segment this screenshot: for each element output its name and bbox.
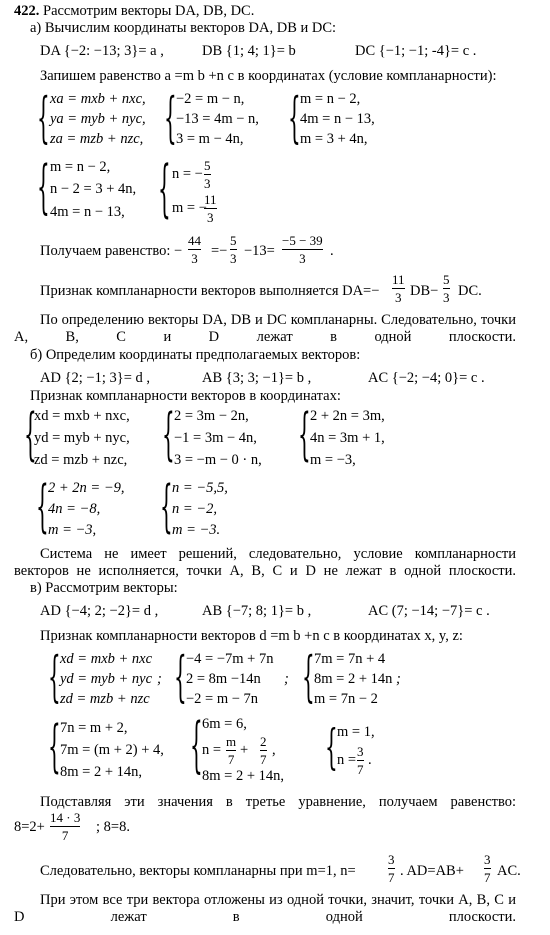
brace: { [174, 643, 187, 709]
brace: { [160, 472, 173, 540]
text: + [240, 742, 249, 758]
result-label: Получаем равенство: − [40, 243, 183, 259]
equation: 4n = 3m + 1, [310, 430, 385, 446]
brace: { [298, 400, 311, 468]
part-a-vector-da: DA {−2: −13; 3}= a , [40, 43, 164, 59]
equation: n = [337, 752, 357, 768]
equation: 7m = 7n + 4 [314, 651, 386, 667]
text: DC. [458, 283, 482, 299]
equation: n = − [172, 166, 203, 182]
fraction: −5 − 39 3 [282, 233, 323, 266]
equation: 2 + 2n = 3m, [310, 408, 385, 424]
brace: { [48, 643, 61, 709]
brace: { [288, 84, 301, 150]
text: 8=2+ [14, 819, 45, 835]
equation: 2 = 3m − 2n, [174, 408, 249, 424]
equation: −13 = 4m − n, [176, 111, 259, 127]
equation: m = n − 2, [50, 159, 111, 175]
equation: n − 2 = 3 + 4n, [50, 181, 137, 197]
equation: 8m = 2 + 14n, [60, 764, 143, 780]
equation: −2 = m − n, [176, 91, 245, 107]
equation: 4n = −8, [48, 501, 101, 517]
equation: m = 3 + 4n, [300, 131, 368, 147]
text: AC. [497, 863, 521, 879]
problem-heading: Рассмотрим векторы DA, DB, DC. [43, 3, 255, 19]
brace: { [190, 708, 203, 780]
fraction: 3 7 [388, 852, 395, 885]
problem-number: 422. [14, 3, 40, 19]
part-a-vector-db: DB {1; 4; 1}= b [202, 43, 296, 59]
equation: yd = myb + nyc [60, 671, 153, 687]
brace: { [164, 84, 177, 150]
equation: m = 7n − 2 [314, 691, 378, 707]
equation: m = 1, [337, 724, 375, 740]
equation: 7n = m + 2, [60, 720, 128, 736]
fraction: 5 3 [443, 272, 450, 305]
part-b-vector-ab: AB {3; 3; −1}= b , [202, 370, 312, 386]
text: . [330, 243, 334, 259]
fraction: 2 7 [260, 734, 267, 767]
equation: xd = mxb + nxc, [34, 408, 130, 424]
equation: 8m = 2 + 14n [314, 671, 393, 687]
fraction: m 7 [226, 734, 237, 767]
brace: { [37, 84, 50, 150]
equation: 3 = m − 4n, [176, 131, 244, 147]
equation: zd = mzb + nzc, [34, 452, 128, 468]
equation: −2 = m − 7n [186, 691, 259, 707]
brace: { [162, 400, 175, 468]
fraction: 3 7 [357, 744, 364, 777]
equation: m = n − 2, [300, 91, 361, 107]
equation: ya = myb + nyc, [50, 111, 146, 127]
part-b-criterion: Признак компланарности векторов в координатах: [30, 388, 341, 404]
brace: { [48, 712, 61, 780]
equation: 2 + 2n = −9, [48, 480, 125, 496]
part-a-equality: Запишем равенство a =m b +n c в координатах (условие компланарности): [40, 68, 497, 84]
part-c-vector-ad: AD {−4; 2; −2}= d , [40, 603, 159, 619]
equation: m = −3, [310, 452, 356, 468]
equation: 6m = 6, [202, 716, 247, 732]
equation: 4m = n − 13, [50, 204, 125, 220]
equation: za = mzb + nzc, [50, 131, 144, 147]
part-a-vector-dc: DC {−1; −1; -4}= c . [355, 43, 477, 59]
separator: ; [157, 671, 162, 687]
fraction: 11 3 [392, 272, 405, 305]
equation: n = −5,5, [172, 480, 228, 496]
brace: { [158, 150, 171, 226]
equation: n = [202, 742, 222, 758]
final-statement: Следовательно, векторы компланарны при m=1, n= [40, 863, 356, 879]
equation: yd = myb + nyc, [34, 430, 130, 446]
text: =− [211, 243, 228, 259]
brace: { [24, 400, 37, 468]
part-b-vector-ad: AD {2; −1; 3}= d , [40, 370, 151, 386]
fraction: 44 3 [188, 233, 201, 266]
part-b-vector-ac: AC {−2; −4; 0}= c . [368, 370, 485, 386]
text: ; 8=8. [96, 819, 130, 835]
brace: { [325, 717, 338, 775]
equation: zd = mzb + nzc [60, 691, 150, 707]
equation: xa = mxb + nxc, [50, 91, 146, 107]
brace: { [302, 643, 315, 709]
text: . [368, 752, 372, 768]
text: . AD=AB+ [400, 863, 464, 879]
substitute-text: Подставляя эти значения в третье уравнение, получаем равенство: [40, 794, 516, 810]
part-c-intro: в) Рассмотрим векторы: [30, 580, 178, 596]
fraction: 11 3 [204, 192, 217, 225]
part-c-conclusion: При этом все три вектора отложены из одной точки, значит, точки A, B, C и D лежат в одной плоскости. [14, 892, 516, 925]
brace: { [36, 472, 49, 540]
criterion: Признак компланарности векторов выполняется DA=− [40, 283, 380, 299]
text: −13= [244, 243, 275, 259]
fraction: 5 3 [204, 158, 211, 191]
equation: 7m = (m + 2) + 4, [60, 742, 164, 758]
part-c-vector-ac: AC (7; −14; −7}= c . [368, 603, 490, 619]
equation: −1 = 3m − 4n, [174, 430, 257, 446]
fraction: 3 7 [484, 852, 491, 885]
equation: 3 = −m − 0 · n, [174, 452, 262, 468]
brace: { [37, 151, 50, 221]
equation: n = −2, [172, 501, 217, 517]
equation: m = −3. [172, 522, 221, 538]
part-c-criterion: Признак компланарности векторов d =m b +n c в координатах x, y, z: [40, 628, 463, 644]
part-b-conclusion: Система не имеет решений, следовательно, условие компланарности векторов не исполняется, точки A, B, C и D не лежат в одной плоскости. [14, 546, 516, 579]
text: , [272, 742, 276, 758]
part-c-vector-ab: AB {−7; 8; 1}= b , [202, 603, 312, 619]
part-b-intro: б) Определим координаты предполагаемых векторов: [30, 347, 361, 363]
text: DB− [410, 283, 439, 299]
equation: −4 = −7m + 7n [186, 651, 274, 667]
fraction: 5 3 [230, 233, 237, 266]
equation: 2 = 8m −14n [186, 671, 261, 687]
equation: xd = mxb + nxc [60, 651, 153, 667]
equation: m = − [172, 200, 207, 216]
equation: m = −3, [48, 522, 97, 538]
equation: 4m = n − 13, [300, 111, 375, 127]
equation: 8m = 2 + 14n, [202, 768, 285, 784]
part-a-intro: а) Вычислим координаты векторов DA, DB и DC: [30, 20, 337, 36]
fraction: 14 · 3 7 [50, 810, 81, 843]
separator: ; [284, 671, 289, 687]
separator: ; [396, 671, 401, 687]
part-a-conclusion: По определению векторы DA, DB и DC компланарны. Следовательно, точки A, B, C и D лежат в одной плоскости. [14, 312, 516, 345]
